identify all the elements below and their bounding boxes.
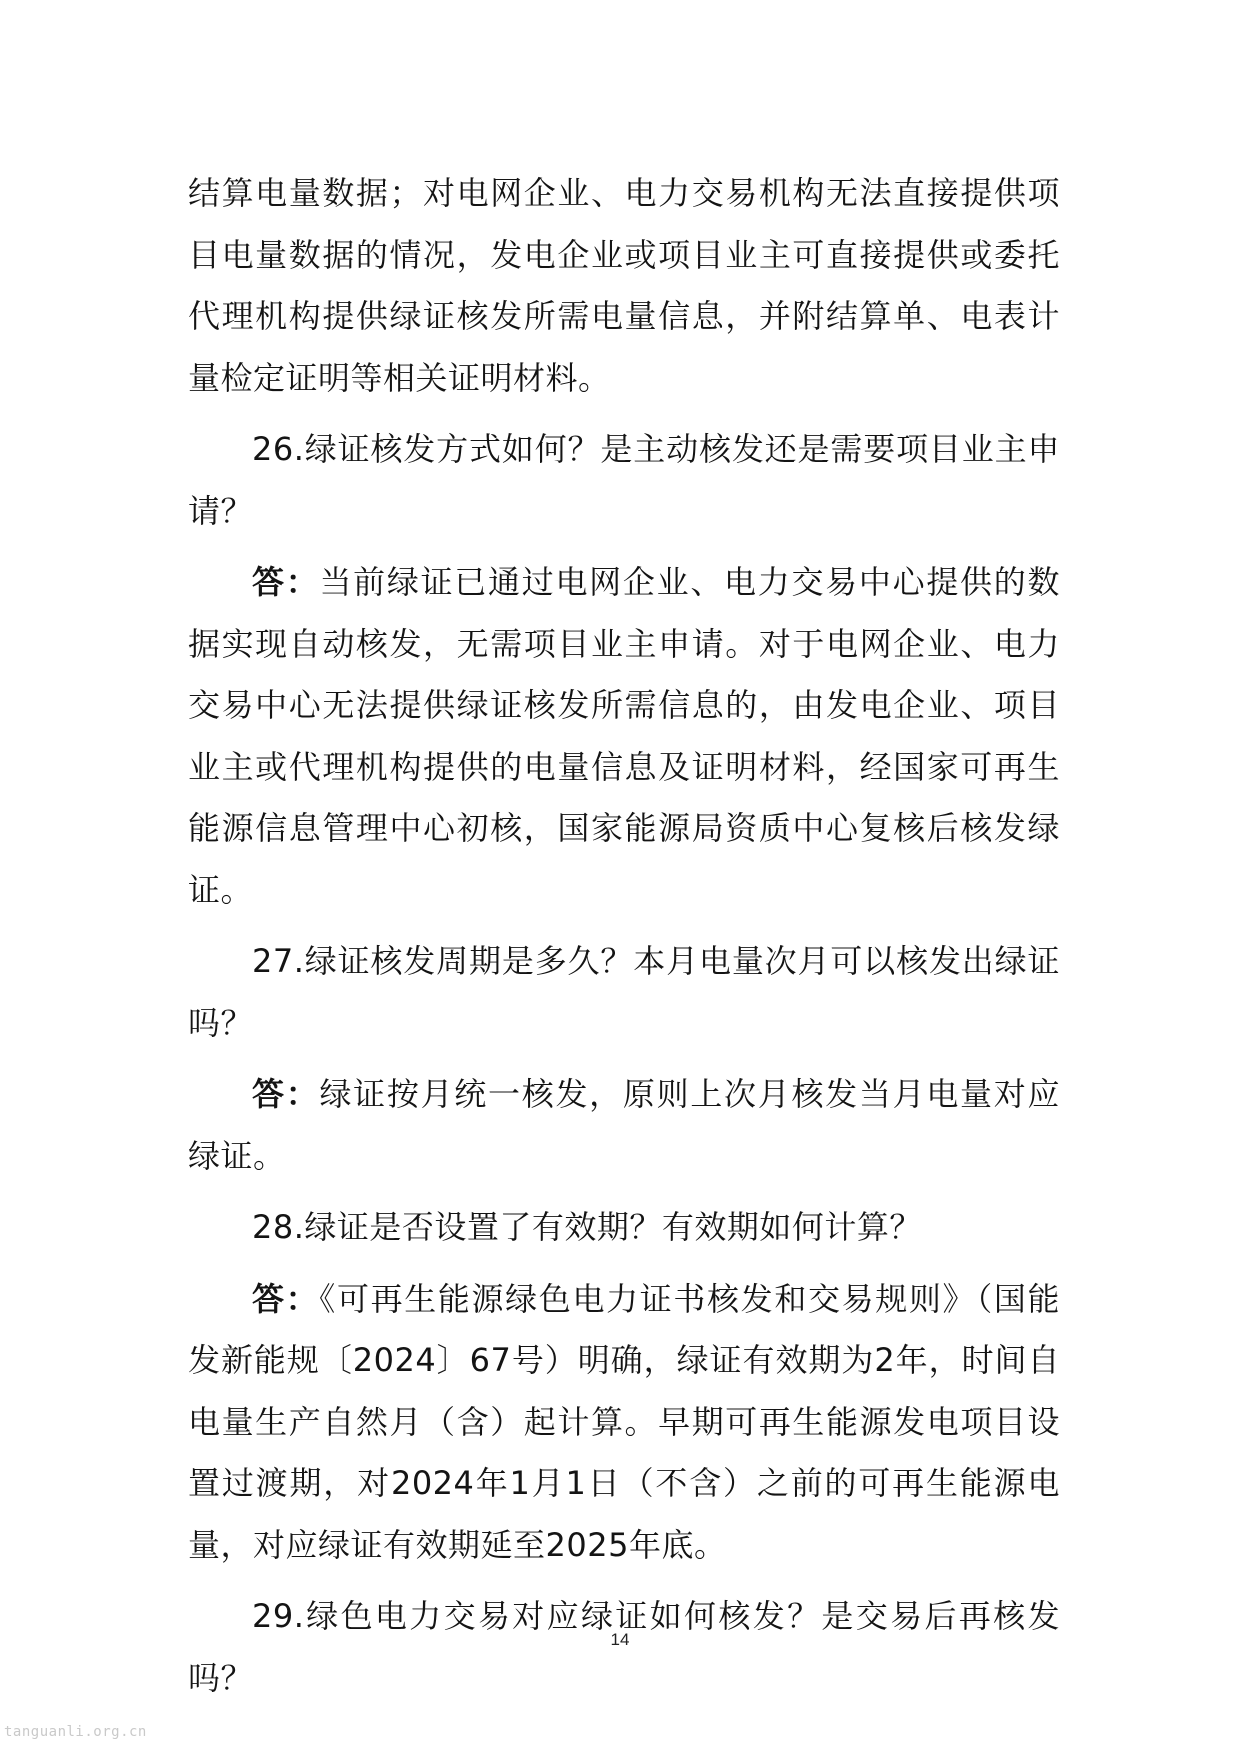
answer-label: 答：: [252, 1075, 320, 1113]
paragraph-continuation: [188, 163, 1060, 409]
question-28: [188, 1197, 1060, 1259]
document-body: [188, 163, 1060, 1709]
answer-28: [188, 1269, 1060, 1577]
question-26: [188, 419, 1060, 542]
question-text: 26.绿证核发方式如何？是主动核发还是需要项目业主申请？: [188, 430, 1060, 530]
answer-27: [188, 1064, 1060, 1187]
question-text: 29.绿色电力交易对应绿证如何核发？是交易后再核发吗？: [188, 1597, 1060, 1697]
answer-text: 当前绿证已通过电网企业、电力交易中心提供的数据实现自动核发，无需项目业主申请。对于电网企业、电力交易中心无法提供绿证核发所需信息的，由发电企业、项目业主或代理机构提供的电量信息及证明材料，经国家可再生能源信息管理中心初核，国家能源局资质中心复核后核发绿证。: [188, 563, 1060, 909]
watermark-text: tanguanli.org.cn: [4, 1724, 147, 1740]
question-text: 27.绿证核发周期是多久？本月电量次月可以核发出绿证吗？: [188, 942, 1060, 1042]
question-27: [188, 931, 1060, 1054]
page-number: 14: [610, 1630, 630, 1649]
answer-26: [188, 552, 1060, 921]
answer-text: 《可再生能源绿色电力证书核发和交易规则》（国能发新能规〔2024〕67号）明确，绿证有效期为2年，时间自电量生产自然月（含）起计算。早期可再生能源发电项目设置过渡期，对2024年1月1日（不含）之前的可再生能源电量，对应绿证有效期延至2025年底。: [188, 1279, 1060, 1564]
paragraph-text: 结算电量数据；对电网企业、电力交易机构无法直接提供项目电量数据的情况，发电企业或项目业主可直接提供或委托代理机构提供绿证核发所需电量信息，并附结算单、电表计量检定证明等相关证明材料。: [188, 174, 1060, 397]
question-text: 28.绿证是否设置了有效期？有效期如何计算？: [252, 1208, 922, 1246]
answer-label: 答：: [252, 563, 320, 601]
answer-label: 答：: [252, 1279, 320, 1318]
answer-text: 绿证按月统一核发，原则上次月核发当月电量对应绿证。: [188, 1075, 1060, 1175]
